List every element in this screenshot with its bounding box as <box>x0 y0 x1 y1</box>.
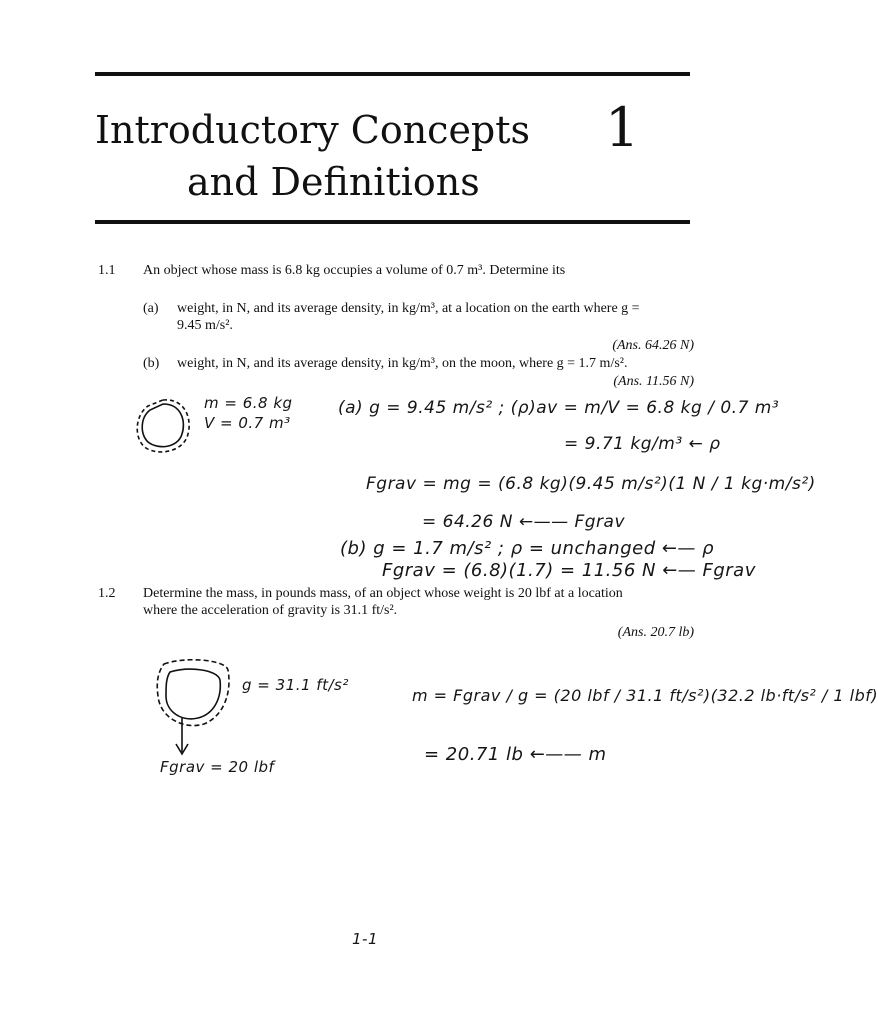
problem-1-2-number: 1.2 <box>98 586 116 601</box>
problem-1-1-b-answer: (Ans. 11.56 N) <box>613 374 694 389</box>
solution-1-1-line-4: = 64.26 N ←—— Fgrav <box>422 512 626 532</box>
chapter-title <box>95 104 530 208</box>
problem-1-2-answer: (Ans. 20.7 lb) <box>617 625 694 640</box>
problem-1-2-statement-2: where the acceleration of gravity is 31.1 ft/s². <box>143 603 398 618</box>
top-rule <box>95 72 690 76</box>
chapter-title-line1: Introductory Concepts <box>95 108 531 152</box>
solution-1-1-line-2: = 9.71 kg/m³ ← ρ <box>564 434 721 454</box>
solution-1-1-line-3: Fgrav = mg = (6.8 kg)(9.45 m/s²)(1 N / 1 kg·m/s²) <box>366 474 816 494</box>
chapter-number: 1 <box>605 96 640 159</box>
problem-1-1-a-answer: (Ans. 64.26 N) <box>612 338 694 353</box>
problem-1-1-a-text-2: 9.45 m/s². <box>177 318 233 333</box>
problem-1-1-number: 1.1 <box>98 263 116 278</box>
problem-1-2-statement-1: Determine the mass, in pounds mass, of an object whose weight is 20 lbf at a location <box>143 586 623 601</box>
object-sketch-1-1 <box>128 392 198 462</box>
chapter-title-line2: and Definitions <box>187 160 480 204</box>
problem-1-1-statement: An object whose mass is 6.8 kg occupies a volume of 0.7 m³. Determine its <box>143 263 566 278</box>
problem-1-1-a-text-1: weight, in N, and its average density, in kg/m³, at a location on the earth where g = <box>177 301 640 316</box>
solution-1-2-line-2: = 20.71 lb ←—— m <box>424 744 607 765</box>
solution-1-1-line-5: (b) g = 1.7 m/s² ; ρ = unchanged ←— ρ <box>340 538 715 559</box>
solution-1-1-line-6: Fgrav = (6.8)(1.7) = 11.56 N ←— Fgrav <box>382 560 756 581</box>
problem-1-1-a-label: (a) <box>143 301 159 316</box>
sketch-force-label: Fgrav = 20 lbf <box>160 758 275 776</box>
problem-1-1-b-label: (b) <box>143 356 160 371</box>
sketch-volume-label: V = 0.7 m³ <box>204 414 291 432</box>
solution-1-2-line-1: m = Fgrav / g = (20 lbf / 31.1 ft/s²)(32.2 lb·ft/s² / 1 lbf) <box>412 686 878 705</box>
solution-1-1-line-1: (a) g = 9.45 m/s² ; (ρ)av = m/V = 6.8 kg / 0.7 m³ <box>338 398 780 418</box>
bottom-rule <box>95 220 690 224</box>
sketch-mass-label: m = 6.8 kg <box>204 394 293 412</box>
page-number: 1-1 <box>352 930 378 948</box>
object-sketch-1-2 <box>146 652 236 762</box>
sketch-gravity-label: g = 31.1 ft/s² <box>242 676 349 694</box>
problem-1-1-b-text: weight, in N, and its average density, in kg/m³, on the moon, where g = 1.7 m/s². <box>177 356 628 371</box>
